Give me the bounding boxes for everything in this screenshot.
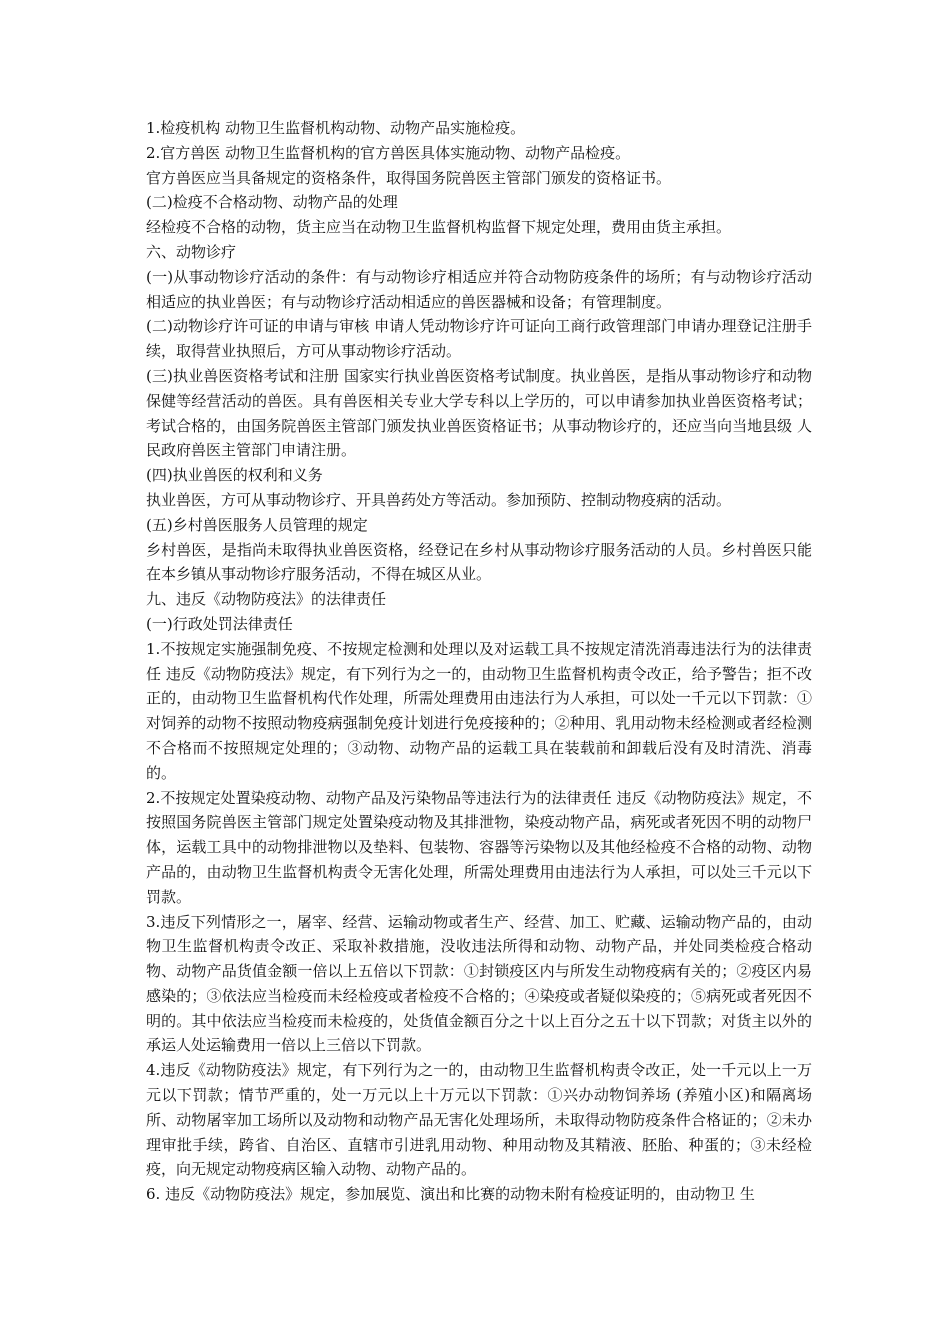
document-body	[146, 116, 812, 1207]
heading-administrative-penalty: (一)行政处罚法律责任	[146, 614, 293, 633]
paragraph-diagnosis-conditions: (一)从事动物诊疗活动的条件：有与动物诊疗相适应并符合动物防疫条件的场所；有与动物诊疗活动相适应的执业兽医；有与动物诊疗活动相适应的兽医器械和设备；有管理制度。	[146, 267, 812, 311]
paragraph-penalty-2: 2.不按规定处置染疫动物、动物产品及污染物品等违法行为的法律责任 违反《动物防疫法》规定，不按照国务院兽医主管部门规定处置染疫动物及其排泄物，染疫动物产品，病死或者死因不明的动物尸体，运载工具中的动物排泄物以及垫料、包装物、容器等污染物以及其他经检疫不合格的动物、动物产品的，由动物卫生监督机构责令无害化处理，所需处理费用由违法行为人承担，可以处三千元以下罚款。	[146, 788, 812, 906]
heading-animal-diagnosis: 六、动物诊疗	[146, 242, 237, 261]
paragraph-unqualified-handling: 经检疫不合格的动物，货主应当在动物卫生监督机构监督下规定处理，费用由货主承担。	[146, 218, 732, 237]
paragraph-official-vet: 2.官方兽医 动物卫生监督机构的官方兽医具体实施动物、动物产品检疫。	[146, 143, 631, 162]
paragraph-penalty-1: 1.不按规定实施强制免疫、不按规定检测和处理以及对运载工具不按规定清洗消毒违法行为的法律责任 违反《动物防疫法》规定，有下列行为之一的，由动物卫生监督机构责令改正，给予警告；拒不改正的，由动物卫生监督机构代作处理，所需处理费用由违法行为人承担，可以处一千元以下罚款：①对饲养的动物不按照动物疫病强制免疫计划进行免疫接种的；②种用、乳用动物未经检测或者经检测不合格而不按照规定处理的；③动物、动物产品的运载工具在装载前和卸载后没有及时清洗、消毒的。	[146, 639, 812, 782]
paragraph-penalty-4: 4.违反《动物防疫法》规定，有下列行为之一的，由动物卫生监督机构责令改正，处一千元以上一万元以下罚款；情节严重的，处一万元以上十万元以下罚款：①兴办动物饲养场 (养殖小区)和隔离场所、动物屠宰加工场所以及动物和动物产品无害化处理场所，未取得动物防疫条件合格证的；②未办理审批手续，跨省、自治区、直辖市引进乳用动物、种用动物及其精液、胚胎、种蛋的；③未经检疫，向无规定动物疫病区输入动物、动物产品的。	[146, 1061, 812, 1179]
paragraph-penalty-6: 6. 违反《动物防疫法》规定，参加展览、演出和比赛的动物未附有检疫证明的，由动物卫 生	[146, 1185, 755, 1204]
paragraph-rural-vet-rules: 乡村兽医，是指尚未取得执业兽医资格，经登记在乡村从事动物诊疗服务活动的人员。乡村兽医只能在本乡镇从事动物诊疗服务活动，不得在城区从业。	[146, 540, 812, 584]
paragraph-penalty-3: 3.违反下列情形之一，屠宰、经营、运输动物或者生产、经营、加工、贮藏、运输动物产品的，由动物卫生监督机构责令改正、采取补救措施，没收违法所得和动物、动物产品，并处同类检疫合格动物、动物产品货值金额一倍以上五倍以下罚款：①封锁疫区内与所发生动物疫病有关的；②疫区内易感染的；③依法应当检疫而未经检疫或者检疫不合格的；④染疫或者疑似染疫的；⑤病死或者死因不明的。其中依法应当检疫而未检疫的，处货值金额百分之十以上百分之五十以下罚款；对货主以外的承运人处运输费用一倍以上三倍以下罚款。	[146, 912, 812, 1055]
heading-rural-vet-rules: (五)乡村兽医服务人员管理的规定	[146, 515, 368, 534]
paragraph-diagnosis-license: (二)动物诊疗许可证的申请与审核 申请人凭动物诊疗许可证向工商行政管理部门申请办理登记注册手续，取得营业执照后，方可从事动物诊疗活动。	[146, 317, 812, 361]
heading-legal-liability: 九、违反《动物防疫法》的法律责任	[146, 590, 387, 609]
paragraph-quarantine-agency: 1.检疫机构 动物卫生监督机构动物、动物产品实施检疫。	[146, 119, 526, 137]
paragraph-official-vet-qualification: 官方兽医应当具备规定的资格条件，取得国务院兽医主管部门颁发的资格证书。	[146, 168, 672, 187]
heading-unqualified-handling: (二)检疫不合格动物、动物产品的处理	[146, 193, 398, 212]
paragraph-vet-exam-registration: (三)执业兽医资格考试和注册 国家实行执业兽医资格考试制度。执业兽医，是指从事动物诊疗和动物保健等经营活动的兽医。具有兽医相关专业大学专科以上学历的，可以申请参加执业兽医资格考试；考试合格的，由国务院兽医主管部门颁发执业兽医资格证书；从事动物诊疗的，还应当向当地县级 人民政府兽医主管部门申请注册。	[146, 366, 812, 460]
paragraph-vet-rights-duties: 执业兽医，方可从事动物诊疗、开具兽药处方等活动。参加预防、控制动物疫病的活动。	[146, 490, 732, 509]
heading-vet-rights-duties: (四)执业兽医的权利和义务	[146, 466, 323, 485]
